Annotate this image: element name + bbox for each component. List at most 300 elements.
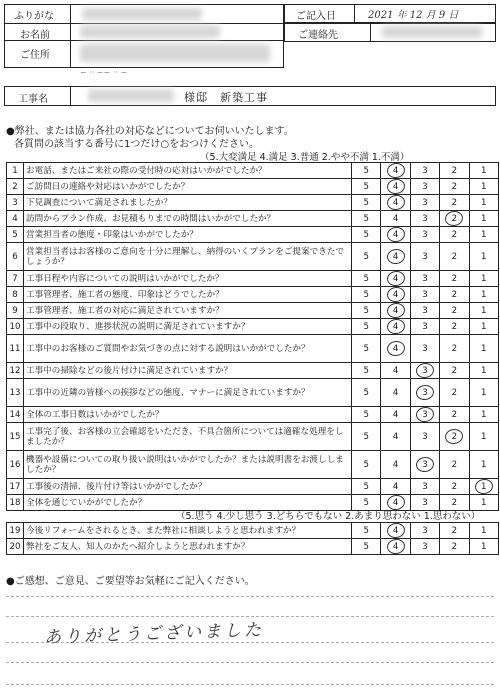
rating-option-5[interactable] xyxy=(352,303,381,319)
rating-value: 2 xyxy=(451,197,458,208)
rating-value: 5 xyxy=(363,459,369,470)
rating-value: 2 xyxy=(451,459,458,470)
rating-value: 4 xyxy=(392,459,399,470)
rating-option-2[interactable] xyxy=(440,319,469,335)
rating-value: 4 xyxy=(392,181,399,192)
rating-value: 4 xyxy=(392,525,399,536)
rating-value: 2 xyxy=(451,481,458,492)
rating-value: 1 xyxy=(481,409,487,420)
rating-value: 1 xyxy=(481,305,487,316)
question-row xyxy=(7,227,499,243)
rating-value: 2 xyxy=(451,431,458,442)
question-number: 13 xyxy=(7,379,24,407)
rating-value: 4 xyxy=(392,497,399,508)
rating-value: 3 xyxy=(422,321,428,332)
question-text: 工事中の段取り、進捗状況の説明に満足されていますか？ xyxy=(24,319,352,335)
date-value: 2021 年 12 月 9 日 xyxy=(368,10,459,21)
rating-value: 3 xyxy=(422,409,428,420)
rating-option-4[interactable] xyxy=(381,319,410,335)
rating-option-2[interactable] xyxy=(440,211,469,227)
rating-option-4[interactable] xyxy=(381,539,410,555)
rating-option-3[interactable] xyxy=(410,195,439,211)
rating-option-2[interactable] xyxy=(440,451,469,479)
rating-option-2[interactable] xyxy=(440,479,469,495)
rating-option-5[interactable] xyxy=(352,195,381,211)
rating-option-3[interactable] xyxy=(410,523,439,539)
rating-value: 5 xyxy=(363,181,369,192)
rating-value: 2 xyxy=(451,497,458,508)
question-row xyxy=(7,407,499,423)
project-value: 様邸 新築工事 xyxy=(184,91,268,104)
rating-option-2[interactable] xyxy=(440,243,469,271)
rating-value: 1 xyxy=(481,273,487,284)
rating-option-1[interactable] xyxy=(469,319,498,335)
rating-option-1[interactable] xyxy=(469,539,498,555)
rating-value: 4 xyxy=(392,229,399,240)
rating-value: 3 xyxy=(422,305,428,316)
rating-option-5[interactable] xyxy=(352,479,381,495)
rating-option-4[interactable] xyxy=(381,451,410,479)
rating-option-5[interactable] xyxy=(352,227,381,243)
rating-option-4[interactable] xyxy=(381,523,410,539)
rating-option-4[interactable] xyxy=(381,287,410,303)
rating-option-5[interactable] xyxy=(352,211,381,227)
question-number: 5 xyxy=(7,227,24,243)
rating-value: 5 xyxy=(363,197,369,208)
rating-value: 5 xyxy=(363,305,369,316)
rating-value: 3 xyxy=(422,365,428,376)
question-row xyxy=(7,287,499,303)
redacted-name xyxy=(80,25,220,38)
header-divider-1 xyxy=(4,23,284,24)
rating-option-2[interactable] xyxy=(440,163,469,179)
question-text: 訪問からプラン作成、お見積もりまでの時間はいかがでしたか？ xyxy=(24,211,352,227)
rating-option-3[interactable] xyxy=(410,335,439,363)
rating-option-1[interactable] xyxy=(469,271,498,287)
question-row xyxy=(7,479,499,495)
rating-option-3[interactable] xyxy=(410,479,439,495)
rating-option-2[interactable] xyxy=(440,335,469,363)
rating-option-4[interactable] xyxy=(381,363,410,379)
question-text: 工事中の掃除などの後片付けに満足されていますか？ xyxy=(24,363,352,379)
rating-value: 1 xyxy=(481,181,487,192)
question-number: 18 xyxy=(7,495,24,511)
rating-option-3[interactable] xyxy=(410,243,439,271)
rating-value: 2 xyxy=(451,343,458,354)
date-col-divider xyxy=(354,4,355,23)
rating-option-3[interactable] xyxy=(410,287,439,303)
question-row xyxy=(7,319,499,335)
rating-value: 3 xyxy=(422,431,428,442)
selected-circle-mark xyxy=(386,537,406,554)
question-row xyxy=(7,179,499,195)
header-col-divider xyxy=(70,4,71,68)
rating-option-3[interactable] xyxy=(410,407,439,423)
rating-option-2[interactable] xyxy=(440,363,469,379)
rating-value: 5 xyxy=(363,525,369,536)
rating-value: 5 xyxy=(363,431,369,442)
rating-value: 2 xyxy=(451,251,458,262)
selected-circle-mark xyxy=(386,269,406,286)
rating-value: 5 xyxy=(363,289,369,300)
rating-option-5[interactable] xyxy=(352,523,381,539)
rating-value: 3 xyxy=(422,343,428,354)
selected-circle-mark xyxy=(386,339,406,356)
question-text: 全体を通じていかがでしたか？ xyxy=(24,495,352,511)
project-col-divider xyxy=(70,86,71,106)
question-text: 工事管理者、施工者の態度、印象はどうでしたか？ xyxy=(24,287,352,303)
question-text: 工事日程や内容についての説明はいかがでしたか？ xyxy=(24,271,352,287)
rating-value: 3 xyxy=(422,213,428,224)
question-text: 機器や設備についての取り扱い説明はいかがでしたか？または説明書をお渡ししましたか？ xyxy=(24,451,352,479)
rating-value: 4 xyxy=(392,251,399,262)
rating-value: 4 xyxy=(392,481,399,492)
rating-option-1[interactable] xyxy=(469,163,498,179)
question-row xyxy=(7,163,499,179)
selected-circle-mark xyxy=(444,209,464,226)
rating-option-3[interactable] xyxy=(410,179,439,195)
rating-option-2[interactable] xyxy=(440,523,469,539)
rating-value: 3 xyxy=(422,481,428,492)
rating-value: 3 xyxy=(422,387,428,398)
question-number: 14 xyxy=(7,407,24,423)
question-row xyxy=(7,523,499,539)
rating-option-1[interactable] xyxy=(469,303,498,319)
rating-value: 5 xyxy=(363,213,369,224)
handwritten-comment: ありがとうございました xyxy=(43,620,265,648)
rating-value: 2 xyxy=(451,305,458,316)
rating-option-2[interactable] xyxy=(440,287,469,303)
rating-value: 3 xyxy=(422,497,428,508)
rating-value: 5 xyxy=(363,387,369,398)
rating-value: 4 xyxy=(392,165,399,176)
selected-circle-mark xyxy=(415,405,435,422)
comment-line-4 xyxy=(6,662,494,663)
rating-option-3[interactable] xyxy=(410,303,439,319)
rating-value: 1 xyxy=(481,497,487,508)
rating-option-5[interactable] xyxy=(352,319,381,335)
rating-option-1[interactable] xyxy=(469,451,498,479)
selected-circle-mark xyxy=(415,361,435,378)
redacted-contact xyxy=(382,26,482,38)
rating-value: 4 xyxy=(392,431,399,442)
rating-value: 2 xyxy=(451,213,458,224)
rating-option-1[interactable] xyxy=(469,211,498,227)
question-text: 工事後の清掃、後片付け等はいかがでしたか？ xyxy=(24,479,352,495)
selected-circle-mark xyxy=(386,225,406,242)
rating-option-3[interactable] xyxy=(410,363,439,379)
rating-option-5[interactable] xyxy=(352,407,381,423)
selected-circle-mark xyxy=(415,383,435,400)
redacted-furigana xyxy=(82,8,202,20)
rating-option-2[interactable] xyxy=(440,195,469,211)
question-text: お電話、またはご来社の際の受付時の応対はいかがでしたか？ xyxy=(24,163,352,179)
question-row xyxy=(7,539,499,555)
rating-option-1[interactable] xyxy=(469,523,498,539)
contact-label: ご連絡先 xyxy=(298,30,338,41)
rating-value: 3 xyxy=(422,459,428,470)
rating-value: 5 xyxy=(363,229,369,240)
selected-circle-mark xyxy=(386,247,406,264)
rating-value: 5 xyxy=(363,321,369,332)
rating-option-4[interactable] xyxy=(381,379,410,407)
rating-value: 4 xyxy=(392,273,399,284)
question-text: 工事完了後、お客様の立会確認をいただき、不具合箇所については適確な処理をしましたか？ xyxy=(24,423,352,451)
question-number: 9 xyxy=(7,303,24,319)
rating-value: 1 xyxy=(481,197,487,208)
comment-line-1 xyxy=(6,596,494,597)
rating-option-3[interactable] xyxy=(410,227,439,243)
rating-option-1[interactable] xyxy=(469,407,498,423)
rating-value: 2 xyxy=(451,181,458,192)
rating-option-4[interactable] xyxy=(381,407,410,423)
rating-option-1[interactable] xyxy=(469,287,498,303)
rating-option-1[interactable] xyxy=(469,379,498,407)
rating-option-5[interactable] xyxy=(352,271,381,287)
rating-option-2[interactable] xyxy=(440,539,469,555)
rating-value: 2 xyxy=(451,229,458,240)
rating-value: 3 xyxy=(422,229,428,240)
rating-option-4[interactable] xyxy=(381,211,410,227)
rating-value: 3 xyxy=(422,165,428,176)
rating-value: 1 xyxy=(481,481,487,492)
rating-value: 4 xyxy=(392,197,399,208)
rating-option-3[interactable] xyxy=(410,163,439,179)
rating-option-4[interactable] xyxy=(381,163,410,179)
question-text: 今後リフォームをされるとき、また弊社に相談しようと思われますか？ xyxy=(24,523,352,539)
rating-option-1[interactable] xyxy=(469,227,498,243)
selected-circle-mark xyxy=(386,317,406,334)
rating-value: 1 xyxy=(481,343,487,354)
selected-circle-mark xyxy=(386,301,406,318)
rating-value: 2 xyxy=(451,409,458,420)
rating-option-1[interactable] xyxy=(469,423,498,451)
question-number: 4 xyxy=(7,211,24,227)
rating-value: 5 xyxy=(363,541,369,552)
project-label: 工事名 xyxy=(18,94,48,105)
selected-circle-mark xyxy=(444,427,464,444)
rating-option-4[interactable] xyxy=(381,303,410,319)
rating-option-2[interactable] xyxy=(440,303,469,319)
rating-value: 2 xyxy=(451,321,458,332)
rating-value: 4 xyxy=(392,321,399,332)
rating-value: 5 xyxy=(363,165,369,176)
question-text: 工事管理者、施工者の対応に満足されていますか？ xyxy=(24,303,352,319)
rating-value: 3 xyxy=(422,181,428,192)
rating-value: 4 xyxy=(392,305,399,316)
rating-option-5[interactable] xyxy=(352,451,381,479)
rating-option-5[interactable] xyxy=(352,539,381,555)
question-row xyxy=(7,243,499,271)
rating-value: 5 xyxy=(363,409,369,420)
question-number: 17 xyxy=(7,479,24,495)
rating-value: 4 xyxy=(392,365,399,376)
question-number: 16 xyxy=(7,451,24,479)
rating-option-4[interactable] xyxy=(381,423,410,451)
rating-value: 1 xyxy=(481,459,487,470)
question-text: 営業担当者の態度・印象はいかがでしたか？ xyxy=(24,227,352,243)
rating-value: 5 xyxy=(363,251,369,262)
rating-option-5[interactable] xyxy=(352,163,381,179)
contact-col-divider xyxy=(370,23,371,42)
rating-option-3[interactable] xyxy=(410,271,439,287)
rating-option-3[interactable] xyxy=(410,379,439,407)
rating-value: 2 xyxy=(451,387,458,398)
rating-option-4[interactable] xyxy=(381,271,410,287)
question-number: 10 xyxy=(7,319,24,335)
question-number: 11 xyxy=(7,335,24,363)
question-row xyxy=(7,451,499,479)
rating-option-1[interactable] xyxy=(469,335,498,363)
rating-option-1[interactable] xyxy=(469,195,498,211)
rating-option-2[interactable] xyxy=(440,227,469,243)
rating-value: 3 xyxy=(422,541,428,552)
rating-value: 5 xyxy=(363,273,369,284)
rating-value: 1 xyxy=(481,541,487,552)
rating-option-2[interactable] xyxy=(440,379,469,407)
rating-value: 3 xyxy=(422,251,428,262)
question-number: 1 xyxy=(7,163,24,179)
rating-value: 4 xyxy=(392,387,399,398)
rating-option-5[interactable] xyxy=(352,423,381,451)
question-row xyxy=(7,195,499,211)
rating-value: 1 xyxy=(481,289,487,300)
question-number: 19 xyxy=(7,523,24,539)
rating-value: 1 xyxy=(481,165,487,176)
rating-option-3[interactable] xyxy=(410,539,439,555)
rating-value: 4 xyxy=(392,289,399,300)
address-scribble: ~ ·· ~~ ·· ~ xyxy=(80,68,128,77)
rating-option-5[interactable] xyxy=(352,379,381,407)
selected-circle-mark xyxy=(386,177,406,194)
rating-value: 5 xyxy=(363,497,369,508)
rating-option-5[interactable] xyxy=(352,335,381,363)
question-text: 工事中の近隣の皆様への挨拶などの態度、マナーに満足されていますか？ xyxy=(24,379,352,407)
rating-option-5[interactable] xyxy=(352,179,381,195)
rating-option-4[interactable] xyxy=(381,179,410,195)
rating-option-5[interactable] xyxy=(352,243,381,271)
rating-value: 1 xyxy=(481,321,487,332)
rating-option-1[interactable] xyxy=(469,479,498,495)
scale-legend-2: （5.思う 4.少し思う 3.どちらでもない 2.あまり思わない 1.思わない） xyxy=(176,511,481,522)
selected-circle-mark xyxy=(474,477,494,494)
rating-option-4[interactable] xyxy=(381,195,410,211)
rating-value: 1 xyxy=(481,431,487,442)
question-row xyxy=(7,271,499,287)
rating-value: 5 xyxy=(363,343,369,354)
rating-value: 3 xyxy=(422,273,428,284)
intro-line-1: ●弊社、または協力各社の対応などについてお伺いいたします。 xyxy=(6,126,294,137)
address-label: ご住所 xyxy=(20,50,50,61)
survey-table-1 xyxy=(6,162,499,511)
selected-circle-mark xyxy=(386,285,406,302)
question-text: 工事中のお客様のご質問やお気づきの点に対する説明はいかがでしたか？ xyxy=(24,335,352,363)
rating-value: 4 xyxy=(392,343,399,354)
question-row xyxy=(7,335,499,363)
rating-value: 2 xyxy=(451,273,458,284)
rating-option-2[interactable] xyxy=(440,179,469,195)
rating-option-3[interactable] xyxy=(410,451,439,479)
question-row xyxy=(7,379,499,407)
rating-option-2[interactable] xyxy=(440,423,469,451)
rating-option-3[interactable] xyxy=(410,211,439,227)
rating-value: 2 xyxy=(451,365,458,376)
redacted-address xyxy=(80,44,270,62)
rating-option-5[interactable] xyxy=(352,363,381,379)
rating-value: 1 xyxy=(481,213,487,224)
rating-option-3[interactable] xyxy=(410,423,439,451)
selected-circle-mark xyxy=(386,193,406,210)
rating-option-4[interactable] xyxy=(381,227,410,243)
survey-table-2 xyxy=(6,522,499,555)
question-row xyxy=(7,303,499,319)
question-number: 2 xyxy=(7,179,24,195)
rating-option-3[interactable] xyxy=(410,319,439,335)
rating-value: 2 xyxy=(451,165,458,176)
question-text: 弊社をご友人、知人のかたへ紹介しようと思われますか？ xyxy=(24,539,352,555)
question-text: ご訪問日の連絡や対応はいかがでしたか？ xyxy=(24,179,352,195)
question-text: 下見調査について満足されましたか？ xyxy=(24,195,352,211)
rating-value: 3 xyxy=(422,197,428,208)
rating-value: 1 xyxy=(481,525,487,536)
rating-value: 2 xyxy=(451,541,458,552)
rating-option-1[interactable] xyxy=(469,363,498,379)
name-label: お名前 xyxy=(20,30,50,41)
rating-value: 2 xyxy=(451,289,458,300)
question-number: 15 xyxy=(7,423,24,451)
rating-option-4[interactable] xyxy=(381,479,410,495)
rating-value: 1 xyxy=(481,387,487,398)
rating-value: 4 xyxy=(392,541,399,552)
question-text: 全体の工事日数はいかがでしたか？ xyxy=(24,407,352,423)
rating-value: 1 xyxy=(481,251,487,262)
rating-option-4[interactable] xyxy=(381,243,410,271)
comment-line-5 xyxy=(6,684,494,685)
question-number: 12 xyxy=(7,363,24,379)
selected-circle-mark xyxy=(415,455,435,472)
question-row xyxy=(7,363,499,379)
redacted-project-name xyxy=(88,89,174,102)
rating-value: 4 xyxy=(392,213,399,224)
question-number: 6 xyxy=(7,243,24,271)
rating-option-1[interactable] xyxy=(469,179,498,195)
scale-legend: （5.大変満足 4.満足 3.普通 2.やや不満 1.不満） xyxy=(200,152,410,163)
rating-option-4[interactable] xyxy=(381,335,410,363)
rating-value: 3 xyxy=(422,525,428,536)
intro-line-2: 各質問の該当する番号に1つだけ○をおつけください。 xyxy=(14,139,259,150)
comments-prompt: ●ご感想、ご意見、ご要望等お気軽にご記入ください。 xyxy=(6,576,255,587)
question-number: 8 xyxy=(7,287,24,303)
rating-value: 1 xyxy=(481,229,487,240)
date-label: ご記入日 xyxy=(296,11,336,22)
question-number: 3 xyxy=(7,195,24,211)
question-number: 7 xyxy=(7,271,24,287)
question-number: 20 xyxy=(7,539,24,555)
furigana-label: ふりがな xyxy=(14,11,54,22)
selected-circle-mark xyxy=(386,161,406,178)
question-row xyxy=(7,423,499,451)
rating-option-1[interactable] xyxy=(469,243,498,271)
question-row xyxy=(7,211,499,227)
rating-option-2[interactable] xyxy=(440,407,469,423)
selected-circle-mark xyxy=(386,521,406,538)
rating-option-5[interactable] xyxy=(352,287,381,303)
rating-value: 1 xyxy=(481,365,487,376)
rating-option-2[interactable] xyxy=(440,271,469,287)
rating-value: 2 xyxy=(451,525,458,536)
rating-value: 3 xyxy=(422,289,428,300)
question-text: 営業担当者はお客様のご意向を十分に理解し、納得のいくプランをご提案できたでしょうか？ xyxy=(24,243,352,271)
